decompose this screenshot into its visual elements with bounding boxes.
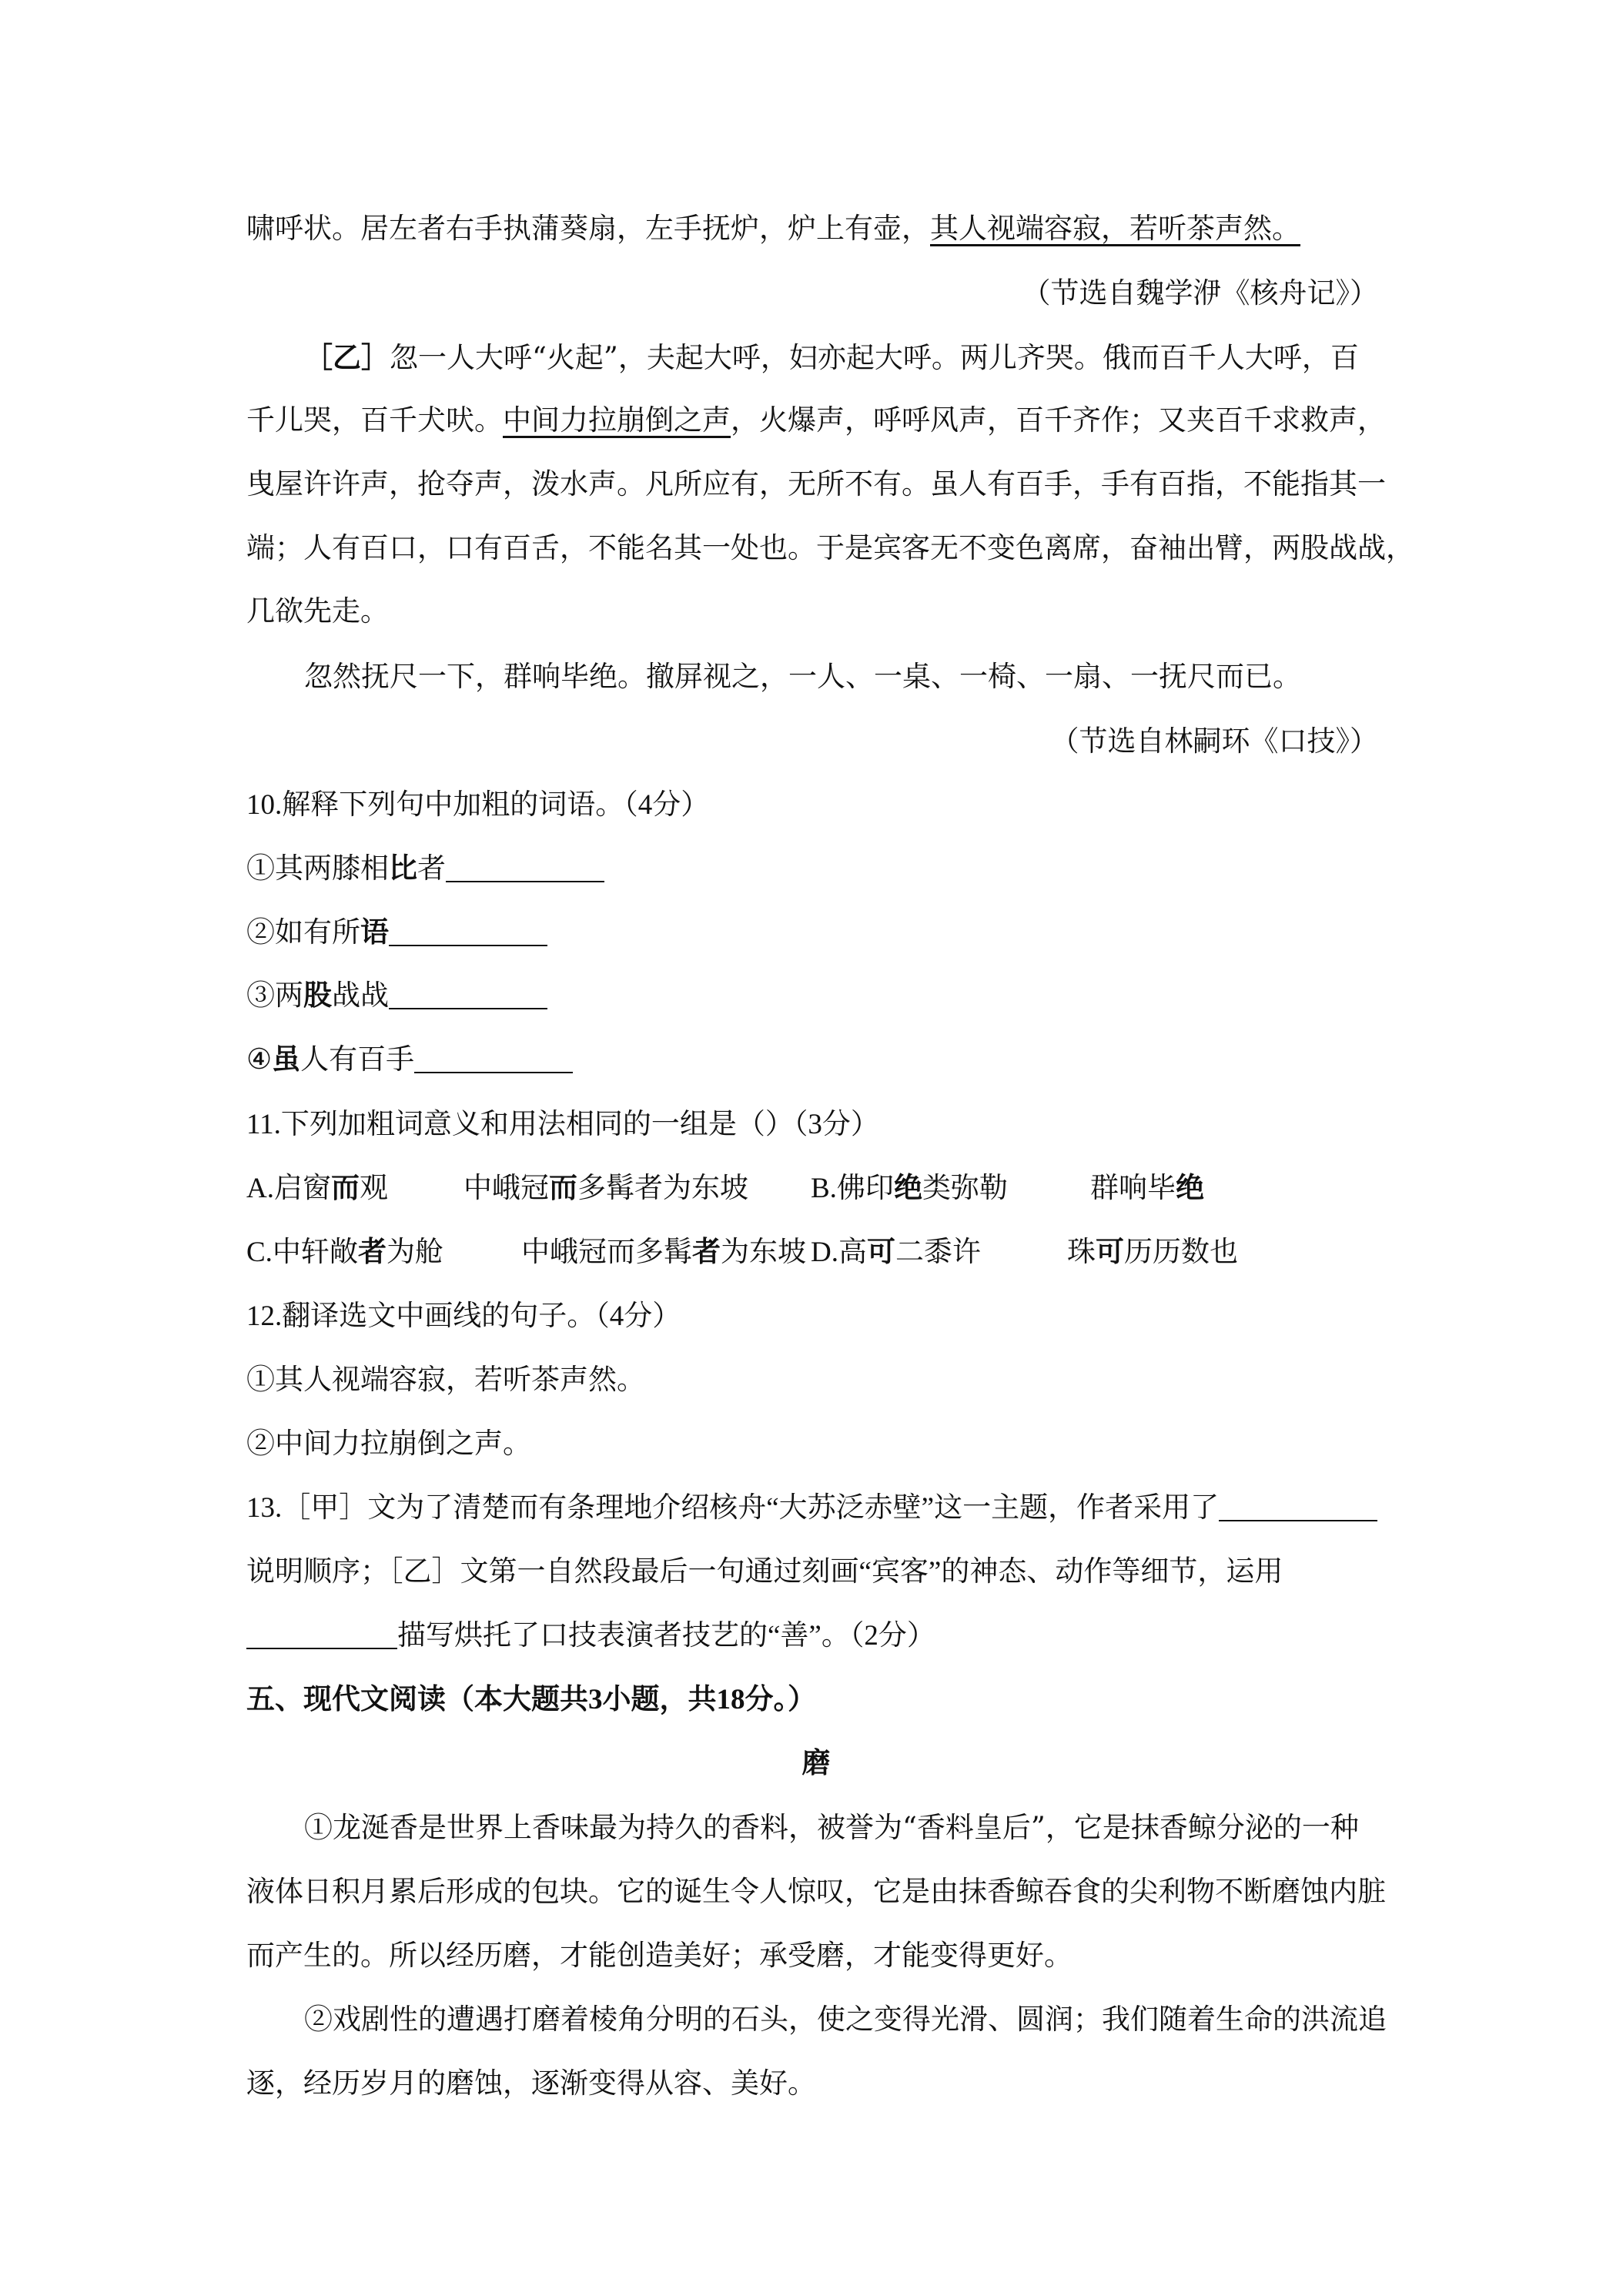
option-b-part1[interactable]	[811, 1169, 1008, 1209]
option-d-part1[interactable]	[811, 1233, 981, 1273]
option-text: C.中轩敞	[246, 1237, 358, 1268]
answer-blank[interactable]	[446, 852, 604, 882]
yi-passage-line: 几欲先走。	[246, 594, 389, 628]
option-text: 类弥勒	[922, 1173, 1008, 1204]
option-text: D.高	[811, 1237, 867, 1268]
label-bracket: ］	[361, 340, 390, 374]
bold-word: 语	[360, 917, 389, 949]
item-text: 者	[417, 853, 446, 885]
label-bracket: ［	[304, 340, 333, 374]
article-title: 磨	[801, 1748, 831, 1779]
jia-source: （节选自魏学洢《核舟记》）	[1022, 276, 1378, 310]
question-10-item	[246, 1040, 1386, 1080]
question-10-item	[246, 849, 1386, 889]
underlined-sentence: 其人视端容寂，若听茶声然。	[930, 212, 1300, 245]
question-12-stem: 12.翻译选文中画线的句子。（4分）	[246, 1300, 681, 1332]
option-text: 历历数也	[1124, 1237, 1238, 1268]
option-a-part2	[463, 1169, 748, 1209]
bold-word: 而	[330, 1173, 360, 1204]
option-text: A.启窗	[246, 1173, 331, 1204]
article-paragraph-line: 逐，经历岁月的磨蚀，逐渐变得从容、美好。	[246, 2067, 816, 2100]
answer-blank[interactable]	[389, 915, 547, 946]
question-10-stem: 10.解释下列句中加粗的词语。（4分）	[246, 789, 710, 821]
article-paragraph-line: ②戏剧性的遭遇打磨着棱角分明的石头，使之变得光滑、圆润；我们随着生命的洪流追	[304, 2003, 1387, 2036]
option-text: 中峨冠而多髯	[521, 1237, 692, 1268]
option-text: B.佛印	[811, 1173, 894, 1204]
bold-word: 比	[389, 853, 417, 885]
option-text: 二黍许	[895, 1237, 981, 1268]
question-12-sentence: ①其人视端容寂，若听茶声然。	[246, 1364, 645, 1396]
bold-word: 者	[357, 1237, 387, 1268]
article-paragraph-line: 液体日积月累后形成的包块。它的诞生令人惊叹，它是由抹香鲸吞食的尖利物不断磨蚀内脏	[246, 1875, 1386, 1908]
option-text: 观	[359, 1173, 388, 1204]
option-d-part2	[1067, 1233, 1238, 1273]
question-13-line	[246, 1488, 1386, 1528]
yi-passage-line: 端；人有百口，口有百舌，不能名其一处也。于是宾客无不变色离席，奋袖出臂，两股战战，	[246, 531, 1414, 564]
item-text: ③两	[246, 980, 303, 1012]
option-text: 群响毕	[1090, 1173, 1176, 1204]
question-13-line: 说明顺序；［乙］文第一自然段最后一句通过刻画“宾客”的神态、动作等细节，运用	[246, 1556, 1283, 1588]
passage-text: 啸呼状。居左者右手执蒲葵扇，左手抚炉，炉上有壶，	[246, 212, 930, 245]
question-10-item	[246, 913, 1386, 953]
bold-word: 可	[1096, 1237, 1124, 1268]
question-12-sentence: ②中间力拉崩倒之声。	[246, 1428, 531, 1460]
jia-passage-line	[246, 209, 1386, 249]
yi-passage-line: 曳屋许许声，抢夺声，泼水声。凡所应有，无所不有。虽人有百手，手有百指，不能指其一	[246, 467, 1386, 500]
option-text: 珠	[1067, 1237, 1096, 1268]
yi-passage-line	[246, 400, 1386, 440]
item-text: 人有百手	[300, 1044, 415, 1076]
item-text: ④	[246, 1044, 273, 1076]
yi-passage-line	[246, 337, 1444, 378]
bold-word: 者	[692, 1237, 721, 1268]
option-a-part1[interactable]	[246, 1169, 388, 1209]
answer-blank[interactable]	[246, 1618, 397, 1649]
passage-text: ，火爆声，呼呼风声，百千齐作；又夹百千求救声，	[731, 403, 1386, 437]
article-paragraph-line: 而产生的。所以经历磨，才能创造美好；承受磨，才能变得更好。	[246, 1939, 1073, 1972]
question-11-stem: 11.下列加粗词意义和用法相同的一组是（）（3分）	[246, 1109, 879, 1140]
answer-blank[interactable]	[389, 979, 547, 1009]
option-text: 为舱	[386, 1237, 443, 1268]
answer-blank[interactable]	[414, 1043, 573, 1073]
underlined-sentence: 中间力拉崩倒之声	[503, 403, 731, 437]
item-text: 战战	[332, 980, 389, 1012]
article-paragraph-line: ①龙涎香是世界上香味最为持久的香料，被誉为“香料皇后”，它是抹香鲸分泌的一种	[304, 1811, 1359, 1844]
passage-text: 千儿哭，百千犬吠。	[246, 403, 503, 437]
question-text: 13.［甲］文为了清楚而有条理地介绍核舟“大苏泛赤壁”这一主题，作者采用了	[246, 1492, 1220, 1524]
option-c-part2	[521, 1233, 806, 1273]
question-text: 描写烘托了口技表演者技艺的“善”。（2分）	[397, 1620, 935, 1652]
bold-word: 绝	[893, 1173, 922, 1204]
passage-text: 忽一人大呼“火起”，夫起大呼，妇亦起大呼。两儿齐哭。俄而百千人大呼，百	[390, 341, 1359, 374]
option-c-part1[interactable]	[246, 1233, 443, 1273]
answer-blank[interactable]	[1219, 1491, 1377, 1521]
question-10-item	[246, 976, 1386, 1016]
item-text: ①其两膝相	[246, 853, 389, 885]
question-13-line	[246, 1616, 1386, 1656]
option-b-part2	[1090, 1169, 1204, 1209]
item-text: ②如有所	[246, 917, 360, 949]
section-heading: 五、现代文阅读（本大题共3小题，共18分。）	[246, 1684, 816, 1715]
option-text: 为东坡	[721, 1237, 806, 1268]
bold-word: 而	[549, 1173, 577, 1204]
bold-word: 绝	[1176, 1173, 1204, 1204]
option-text: 多髯者为东坡	[577, 1173, 748, 1204]
option-text: 中峨冠	[463, 1173, 549, 1204]
bold-word: 股	[303, 980, 332, 1012]
yi-source: （节选自林嗣环《口技》）	[1050, 725, 1378, 758]
bold-word: 可	[866, 1237, 895, 1268]
bold-word: 虽	[272, 1044, 301, 1076]
yi-passage-line: 忽然抚尺一下，群响毕绝。撤屏视之，一人、一桌、一椅、一扇、一抚尺而已。	[304, 660, 1301, 693]
passage-label: 乙	[333, 340, 361, 374]
